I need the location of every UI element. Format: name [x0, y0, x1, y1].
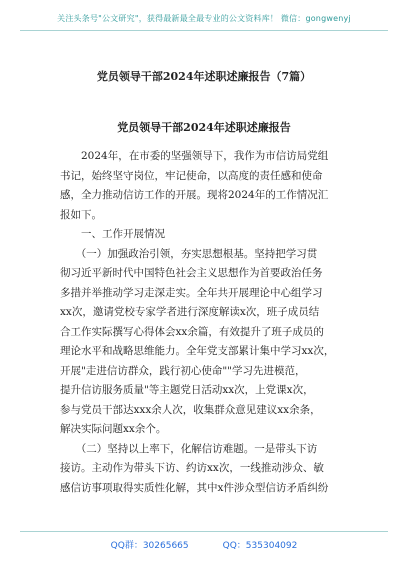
text-line: 参与党员干部达xxx余人次，收集群众意见建议xx余条，: [60, 403, 321, 416]
text-line: xx次，邀请党校专家学者进行深度解读x次，班子成员结: [60, 306, 320, 318]
qq-group: QQ群：30265665: [110, 541, 189, 551]
text-line: 开展"走进信访群众，践行初心使命""学习先进模范，: [60, 364, 306, 377]
footer: [0, 538, 408, 551]
text-line: 解决实际问题xx余个。: [60, 423, 167, 435]
qq-contact: QQ：535304092: [222, 541, 298, 551]
section-heading: 一、工作开展情况: [60, 228, 165, 240]
text-line: 报如下。: [60, 208, 102, 221]
text-line: 2024年，在市委的坚强领导下，我作为市信访局党组: [60, 150, 329, 162]
article-title: 党员领导干部2024年述职述廉报告: [117, 121, 291, 134]
text-line: （一）加强政治引领，夯实思想根基。坚持把学习贯: [60, 247, 318, 260]
body-text: [60, 147, 360, 498]
document-title: 党员领导干部2024年述职述廉报告（7篇）: [96, 70, 312, 83]
text-line: 理论水平和战略思维能力。全年党支部累计集中学习xx次，: [60, 345, 335, 357]
text-line: 书记，始终坚守岗位，牢记使命，以高度的责任感和使命: [60, 169, 323, 182]
header-notice: 关注头条号"公文研究"，获得最新最全最专业的公文资料库！ 微信：gongwenyj: [57, 14, 351, 23]
text-line: （二）坚持以上率下，化解信访难题。一是带头下访: [60, 442, 318, 455]
text-line: 接访。主动作为带头下访、约访xx次，一线推动涉众、敏: [60, 462, 324, 474]
text-line: 感信访事项取得实质性化解，其中x件涉众型信访矛盾纠纷: [60, 481, 329, 494]
text-line: 多措并举推动学习走深走实。全年共开展理论中心组学习: [60, 286, 323, 299]
footer-divider: [20, 531, 388, 532]
header-divider: [20, 30, 388, 31]
text-line: 合工作实际撰写心得体会xx余篇，有效提升了班子成员的: [60, 325, 324, 338]
text-line: 彻习近平新时代中国特色社会主义思想作为首要政治任务: [60, 267, 323, 279]
text-line: 提升信访服务质量"等主题党日活动xx次，上党课x次，: [60, 384, 314, 396]
text-line: 感，全力推动信访工作的开展。现将2024年的工作情况汇: [60, 189, 329, 201]
